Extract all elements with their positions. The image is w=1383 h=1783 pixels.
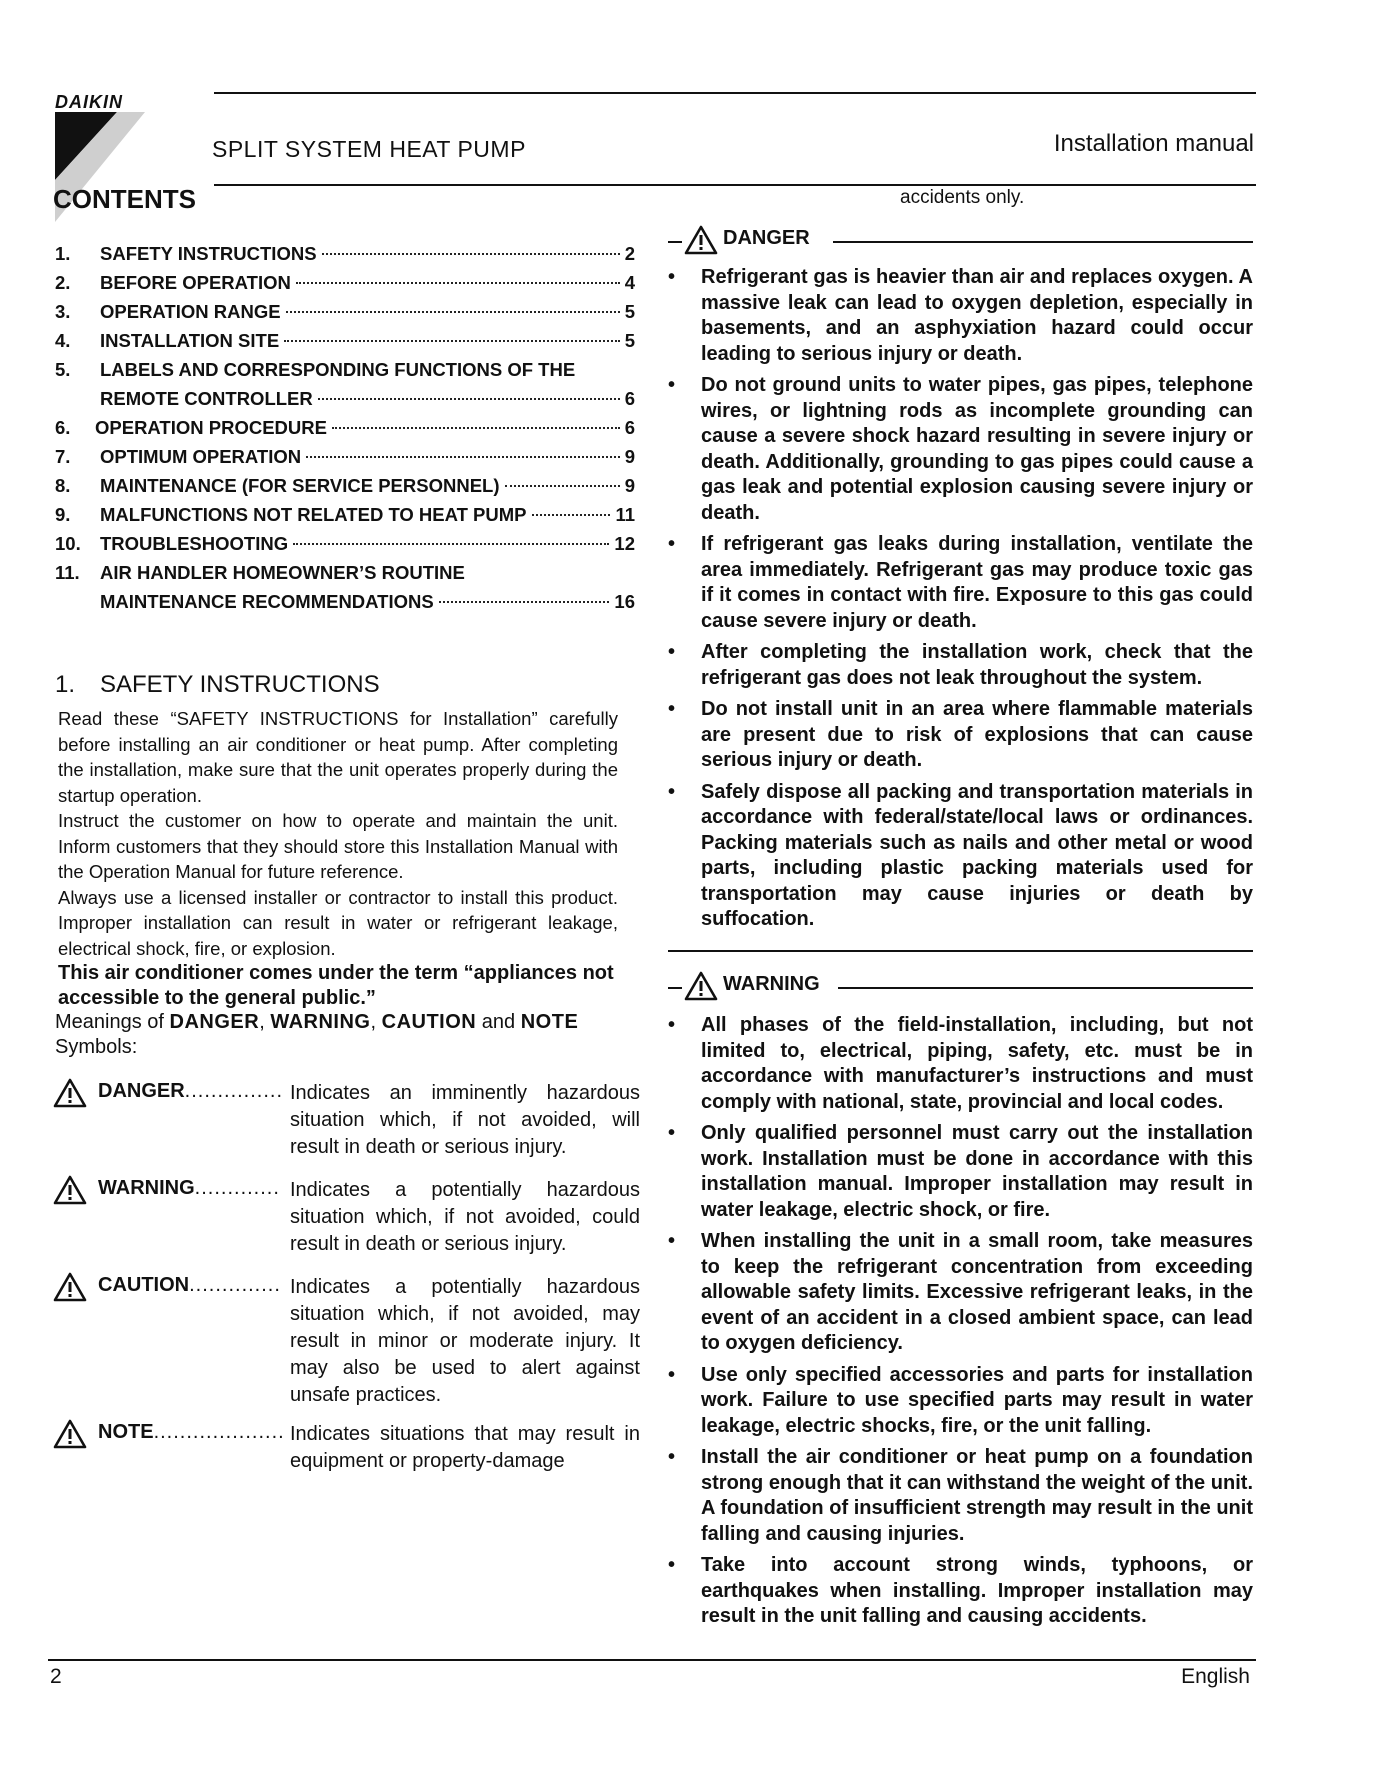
toc-title: OPERATION PROCEDURE xyxy=(95,417,327,438)
warning-triangle-icon xyxy=(684,225,718,255)
paragraph: Always use a licensed installer or contractor to install this product. Improper installation can result in water or refrigerant leakage, electrical shock, fire, or explosion. xyxy=(58,886,618,959)
toc-number: 9. xyxy=(55,504,71,525)
section-number: 1. xyxy=(55,671,76,698)
toc-leader xyxy=(293,543,609,545)
document-title: SPLIT SYSTEM HEAT PUMP xyxy=(212,136,526,162)
warning-heading xyxy=(668,973,1253,1003)
list-item: • Take into account strong winds, typhoons, or earthquakes when installing. Improper installation may result in the unit falling and causing accidents. xyxy=(668,1553,1253,1630)
section-rule xyxy=(668,950,1253,952)
toc-leader xyxy=(439,601,610,603)
toc-title: INSTALLATION SITE xyxy=(100,330,280,351)
toc-leader xyxy=(318,398,620,400)
toc-leader xyxy=(284,340,620,342)
warning-term: WARNING xyxy=(270,1011,371,1033)
header-rule xyxy=(214,92,1256,94)
symbol-meanings-intro: Meanings of DANGER, WARNING, CAUTION and NOTE Symbols: xyxy=(55,1011,579,1058)
symbol-description: Indicates a potentially hazardous situation which, if not avoided, may result in minor or moderate injury. It may also be used to alert against unsafe practices. xyxy=(290,1276,640,1406)
text: and xyxy=(481,1011,516,1033)
contents-heading: CONTENTS xyxy=(53,184,196,214)
toc-number: 2. xyxy=(55,272,71,293)
paragraph: Read these “SAFETY INSTRUCTIONS for Installation” carefully before installing an air conditioner or heat pump. After completing the installation, make sure that the unit operates properly during the startup operation. xyxy=(58,708,618,806)
toc-page: 5 xyxy=(624,301,635,322)
list-item: • Safely dispose all packing and transportation materials in accordance with federal/state/local laws or ordinances. Packing materials such as nails and other metal or wood parts, including plastic packing materials used for transportation may cause injuries or death by suffocation. xyxy=(668,780,1253,933)
continued-text: accidents only. xyxy=(900,187,1025,208)
list-item: • When installing the unit in a small room, take measures to keep the refrigerant concentration from exceeding allowable safety limits. Excessive refrigerant leaks, in the event of an accident in a closed ambient space, can lead to oxygen deficiency. xyxy=(668,1229,1253,1357)
toc-item[interactable] xyxy=(55,330,635,359)
toc-title: OPTIMUM OPERATION xyxy=(100,446,302,467)
leader-dots: .............. xyxy=(189,1274,281,1296)
page-number: 2 xyxy=(50,1665,62,1688)
paragraph: Instruct the customer on how to operate and maintain the unit. Inform customers that they should store this Installation Manual with the Operation Manual for future reference. xyxy=(58,810,618,882)
footer-rule xyxy=(48,1659,1256,1661)
toc-number: 1. xyxy=(55,243,71,264)
toc-number: 11. xyxy=(55,562,80,583)
toc-leader xyxy=(296,282,620,284)
toc-number: 8. xyxy=(55,475,71,496)
header-rule-bottom xyxy=(214,184,1256,186)
warning-triangle-icon xyxy=(53,1078,87,1108)
symbol-description: Indicates situations that may result in equipment or property-damage xyxy=(290,1423,640,1472)
list-item: • Do not install unit in an area where flammable materials are present due to risk of explosions that can cause serious injury or death. xyxy=(668,697,1253,774)
toc-page: 6 xyxy=(624,417,635,438)
list-item: • If refrigerant gas leaks during installation, ventilate the area immediately. Refrigerant gas may produce toxic gas if it comes in contact with fire. Exposure to this gas could cause severe injury or death. xyxy=(668,532,1253,634)
toc-title: LABELS AND CORRESPONDING FUNCTIONS OF THE xyxy=(100,359,576,380)
symbol-label: WARNING xyxy=(98,1177,195,1199)
heading-dash xyxy=(668,987,682,989)
warning-triangle-icon xyxy=(684,971,718,1001)
text: Meanings of xyxy=(55,1011,164,1033)
toc-page: 6 xyxy=(624,388,635,409)
note-term: NOTE xyxy=(520,1011,579,1033)
symbol-label: CAUTION xyxy=(98,1274,190,1296)
toc-page: 9 xyxy=(624,446,635,467)
toc-number: 4. xyxy=(55,330,71,351)
toc-title: MAINTENANCE RECOMMENDATIONS xyxy=(100,591,434,612)
warning-triangle-icon xyxy=(53,1419,87,1449)
symbol-label: DANGER xyxy=(98,1080,185,1102)
toc-title: TROUBLESHOOTING xyxy=(100,533,289,554)
heading-rule xyxy=(838,987,1253,989)
toc-title: MAINTENANCE (FOR SERVICE PERSONNEL) xyxy=(100,475,500,496)
warning-title: WARNING xyxy=(723,973,820,995)
toc-leader xyxy=(286,311,620,313)
symbol-description: Indicates an imminently hazardous situation which, if not avoided, will result in death or serious injury. xyxy=(290,1082,640,1158)
toc-page: 12 xyxy=(614,533,635,554)
warning-list xyxy=(668,1013,1253,1636)
leader-dots: .................... xyxy=(153,1421,285,1443)
table-of-contents xyxy=(55,243,635,620)
toc-item[interactable] xyxy=(55,301,635,330)
toc-leader xyxy=(532,514,611,516)
toc-title: MALFUNCTIONS NOT RELATED TO HEAT PUMP xyxy=(100,504,527,525)
toc-leader xyxy=(322,253,620,255)
list-item: • Use only specified accessories and parts for installation work. Failure to use specified parts may result in water leakage, electric shocks, fire, or the unit falling. xyxy=(668,1363,1253,1440)
toc-number: 7. xyxy=(55,446,71,467)
list-item: • Install the air conditioner or heat pump on a foundation strong enough that it can withstand the weight of the unit. A foundation of insufficient strength may result in the unit falling and causing injuries. xyxy=(668,1445,1253,1547)
danger-title: DANGER xyxy=(723,227,810,249)
intro-text xyxy=(58,706,618,1011)
toc-item[interactable] xyxy=(55,272,635,301)
leader-dots: ............... xyxy=(184,1080,284,1102)
warning-triangle-icon xyxy=(53,1272,87,1302)
toc-page: 4 xyxy=(624,272,635,293)
toc-title: REMOTE CONTROLLER xyxy=(100,388,313,409)
heading-dash xyxy=(668,241,682,243)
daikin-logo: DAIKIN xyxy=(55,92,123,112)
toc-number: 10. xyxy=(55,533,81,554)
list-item: • All phases of the field-installation, including, but not limited to, electrical, piping, safety, etc. must be in accordance with manufacturer’s instructions and must comply with national, state, provincial and local codes. xyxy=(668,1013,1253,1115)
toc-page: 9 xyxy=(624,475,635,496)
toc-title: BEFORE OPERATION xyxy=(100,272,291,293)
toc-leader xyxy=(505,485,620,487)
danger-list xyxy=(668,265,1253,939)
symbol-label: NOTE xyxy=(98,1421,154,1443)
caution-term: CAUTION xyxy=(381,1011,477,1033)
toc-item[interactable] xyxy=(55,446,635,475)
danger-term: DANGER xyxy=(169,1011,260,1033)
section-heading xyxy=(55,671,380,699)
toc-number: 3. xyxy=(55,301,71,322)
list-item: • After completing the installation work, check that the refrigerant gas does not leak throughout the system. xyxy=(668,640,1253,691)
section-title: SAFETY INSTRUCTIONS xyxy=(100,671,380,698)
toc-item[interactable] xyxy=(55,243,635,272)
language-label: English xyxy=(1181,1665,1250,1688)
text: Symbols: xyxy=(55,1036,138,1058)
toc-item[interactable] xyxy=(55,533,635,562)
paragraph-bold: This air conditioner comes under the term “appliances not accessible to the general public.” xyxy=(58,962,614,1009)
leader-dots: ............. xyxy=(194,1177,280,1199)
heading-rule xyxy=(833,241,1253,243)
list-item: • Do not ground units to water pipes, gas pipes, telephone wires, or lightning rods as incomplete grounding can cause a severe shock hazard resulting in severe injury or death. Additionally, grounding to gas pipes could cause a gas leak and potential explosion causing severe injury or death. xyxy=(668,373,1253,526)
toc-item[interactable] xyxy=(55,417,635,446)
toc-title: AIR HANDLER HOMEOWNER’S ROUTINE xyxy=(100,562,465,583)
toc-page: 2 xyxy=(624,243,635,264)
toc-title: SAFETY INSTRUCTIONS xyxy=(100,243,317,264)
warning-triangle-icon xyxy=(53,1175,87,1205)
toc-number: 6. xyxy=(55,417,71,438)
toc-page: 5 xyxy=(624,330,635,351)
toc-item-continued[interactable] xyxy=(55,591,635,620)
toc-number: 5. xyxy=(55,359,71,380)
toc-item[interactable] xyxy=(55,475,635,504)
toc-leader xyxy=(332,427,620,429)
toc-item[interactable] xyxy=(55,359,635,388)
document-type: Installation manual xyxy=(1053,130,1254,157)
toc-page: 16 xyxy=(614,591,635,612)
list-item: • Refrigerant gas is heavier than air and replaces oxygen. A massive leak can lead to oxygen depletion, especially in basements, and an asphyxiation hazard could occur leading to serious injury or death. xyxy=(668,265,1253,367)
toc-item-continued[interactable] xyxy=(55,388,635,417)
danger-heading xyxy=(668,227,1253,257)
list-item: • Only qualified personnel must carry out the installation work. Installation must be done in accordance with this installation manual. Improper installation may result in water leakage, electric shock, or fire. xyxy=(668,1121,1253,1223)
toc-item[interactable] xyxy=(55,562,635,591)
toc-leader xyxy=(306,456,620,458)
toc-title: OPERATION RANGE xyxy=(100,301,281,322)
toc-item[interactable] xyxy=(55,504,635,533)
symbol-description: Indicates a potentially hazardous situation which, if not avoided, could result in death or serious injury. xyxy=(290,1179,640,1255)
toc-page: 11 xyxy=(615,504,635,525)
